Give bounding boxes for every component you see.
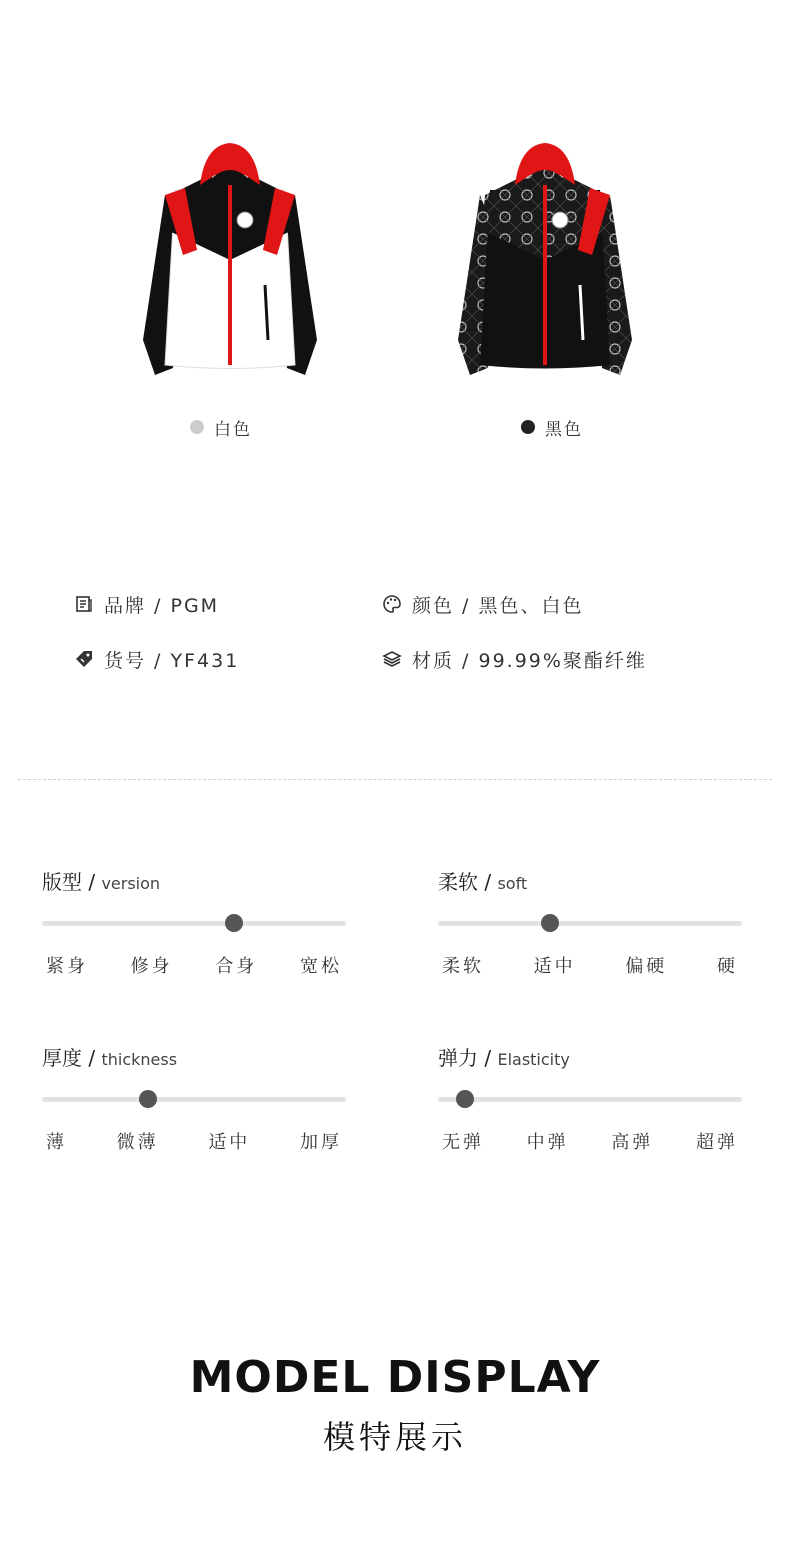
model-display-title-cn: 模特展示 [322,1418,467,1456]
black-jacket-image [450,140,640,380]
spec-brand-text: 品牌 / PGM [104,594,220,617]
white-swatch-dot [190,420,204,434]
layers-icon [382,649,402,669]
spec-item-no-text: 货号 / YF431 [104,649,240,672]
model-display-title-en: MODEL DISPLAY [189,1352,601,1403]
spec-item-no [74,644,239,674]
white-jacket-image [135,140,325,380]
color-label-white: 白色 [214,419,252,440]
slider-knob [225,914,243,932]
slider-track [438,921,742,926]
metric-title: 弹力 / Elasticity [438,1046,570,1070]
slider-labels: 柔软 适中 偏硬 硬 [442,956,738,977]
spec-color-text: 颜色 / 黑色、白色 [412,594,584,617]
black-swatch-dot [521,420,535,434]
slider-labels: 无弹 中弹 高弹 超弹 [442,1132,738,1153]
metric-thickness [42,1042,346,1154]
slider-track [42,921,346,926]
slider-track [42,1097,346,1102]
metric-elasticity [438,1042,742,1154]
spec-brand [74,589,219,619]
palette-icon [382,594,402,614]
tag-icon [74,649,94,669]
dashed-divider [18,779,772,780]
spec-material [382,644,647,674]
color-option-white[interactable] [190,415,252,439]
metric-title: 厚度 / thickness [42,1046,178,1070]
slider-knob [456,1090,474,1108]
spec-material-text: 材质 / 99.99%聚酯纤维 [412,649,647,672]
color-label-black: 黑色 [545,419,583,440]
slider-knob [541,914,559,932]
spec-color [382,589,583,619]
slider-knob [139,1090,157,1108]
slider-labels: 紧身 修身 合身 宽松 [46,956,342,977]
color-option-black[interactable] [521,415,583,439]
metric-soft [438,866,742,978]
document-icon [74,594,94,614]
metric-title: 柔软 / soft [438,870,528,894]
slider-labels: 薄 微薄 适中 加厚 [46,1132,342,1153]
slider-track [438,1097,742,1102]
metric-version [42,866,346,978]
metric-title: 版型 / version [42,870,161,894]
